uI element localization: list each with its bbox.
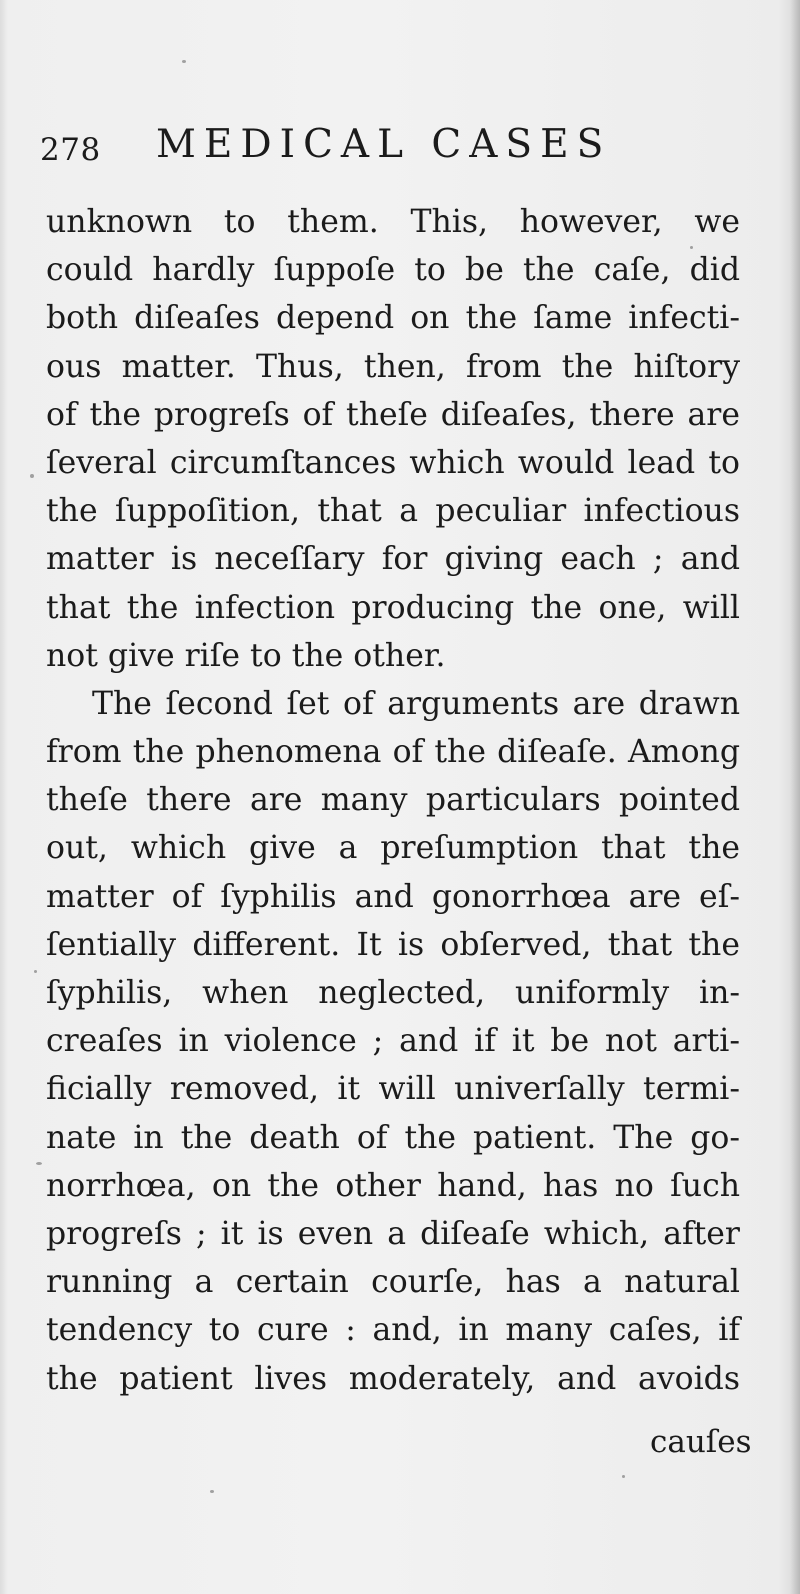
paper-speck — [34, 970, 37, 973]
text-line: matter is neceſſary for giving each ; and — [46, 541, 740, 578]
paper-speck — [182, 60, 186, 63]
paper-speck — [30, 474, 34, 478]
text-line: that the infection producing the one, will — [46, 589, 740, 626]
paper-speck — [36, 1162, 42, 1165]
text-line: from the phenomena of the diſeaſe. Among — [46, 734, 740, 771]
paper-speck — [210, 1490, 214, 1493]
paragraph-last-line: not give riſe to the other. — [46, 637, 446, 674]
text-line: unknown to them. This, however, we — [46, 204, 740, 240]
running-head: MEDICAL CASES — [156, 122, 612, 167]
paper-speck — [690, 246, 693, 249]
page-header — [40, 122, 740, 176]
text-line: running a certain courſe, has a natural — [46, 1264, 740, 1301]
text-line: matter of ſyphilis and gonorrhœa are eſ- — [46, 878, 740, 915]
text-line: out, which give a preſumption that the — [46, 830, 740, 867]
paper-speck — [622, 1475, 625, 1478]
text-line: both diſeaſes depend on the ſame infecti- — [46, 300, 740, 337]
body-text — [46, 198, 740, 1478]
catchword: cauſes — [650, 1424, 752, 1460]
text-line: progreſs ; it is even a diſeaſe which, after — [46, 1215, 740, 1252]
page-edge-shadow — [778, 0, 800, 1594]
text-line: ſyphilis, when neglected, uniformly in- — [46, 975, 740, 1011]
paragraph-first-line: The ſecond ſet of arguments are drawn — [92, 685, 740, 722]
text-line: the ſuppoſition, that a peculiar infectious — [46, 493, 740, 530]
text-line: ficially removed, it will univerſally termi- — [46, 1071, 740, 1108]
page-gutter-shadow — [0, 0, 8, 1594]
text-line: theſe there are many particulars pointed — [46, 782, 740, 819]
text-line: ſeveral circumſtances which would lead to — [46, 444, 740, 481]
text-line: ſentially different. It is obſerved, that the — [46, 926, 740, 963]
text-line: nate in the death of the patient. The go- — [46, 1119, 740, 1156]
text-line: ous matter. Thus, then, from the hiſtory — [46, 348, 740, 385]
text-line: could hardly ſuppoſe to be the caſe, did — [46, 252, 740, 289]
text-line: creaſes in violence ; and if it be not arti- — [46, 1023, 740, 1060]
text-line: of the progreſs of theſe diſeaſes, there are — [46, 396, 740, 433]
page-number: 278 — [40, 132, 101, 168]
text-line: norrhœa, on the other hand, has no ſuch — [46, 1167, 740, 1204]
text-line: tendency to cure : and, in many caſes, if — [46, 1312, 740, 1349]
text-line: the patient lives moderately, and avoids — [46, 1360, 740, 1397]
